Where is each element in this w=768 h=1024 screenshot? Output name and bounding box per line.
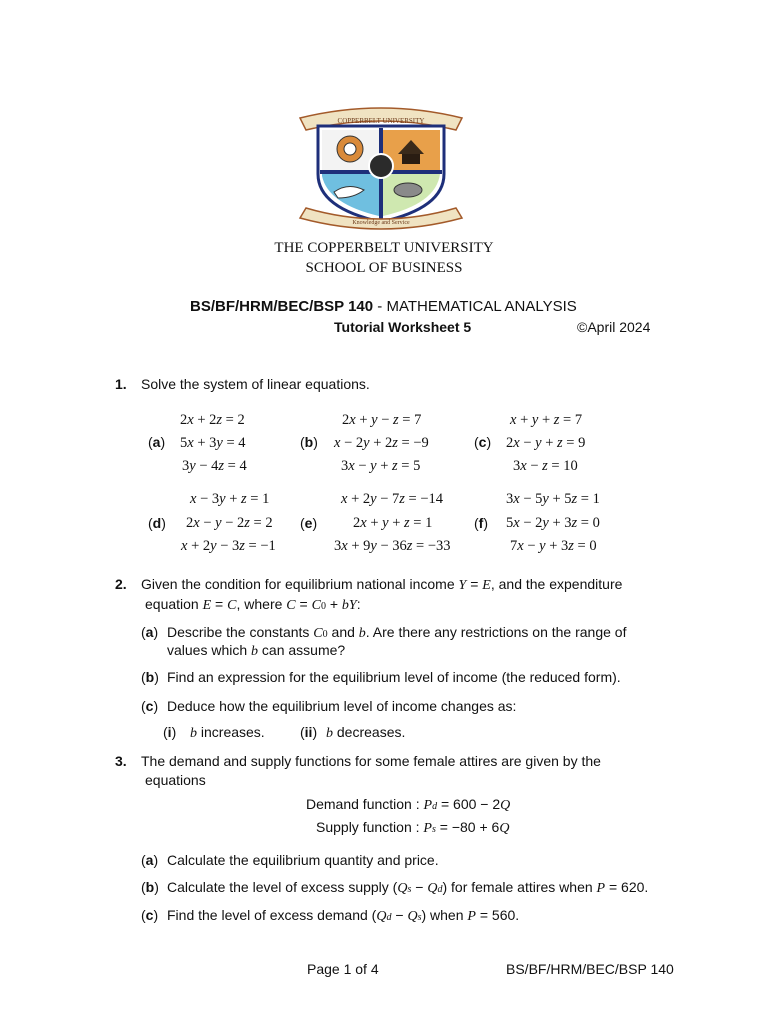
q1b-label: (b) — [300, 434, 318, 450]
q1c-eq-2: 2x − y + z = 9 — [506, 435, 586, 451]
q2ci-text: b increases. — [190, 724, 265, 741]
logo-banner-bottom-text: Knowledge and Service — [352, 220, 410, 226]
q1d-eq-1: x − 3y + z = 1 — [190, 491, 270, 507]
logo-banner-top-text: COPPERBELT UNIVERSITY — [337, 117, 425, 125]
q2a-label: (a) — [141, 624, 159, 640]
q2a-text-line1: Describe the constants C0 and b. Are there any restrictions on the range of — [167, 624, 627, 641]
course-separator: - — [373, 298, 387, 315]
q1b-eq-3: 3x − y + z = 5 — [341, 458, 421, 474]
q1f-eq-1: 3x − 5y + 5z = 1 — [506, 491, 600, 507]
q1d-eq-2: 2x − y − 2z = 2 — [186, 515, 273, 531]
q1f-eq-2: 5x − 2y + 3z = 0 — [506, 515, 600, 531]
footer-course-code: BS/BF/HRM/BEC/BSP 140 — [506, 961, 674, 977]
q2c-text: Deduce how the equilibrium level of income changes as: — [167, 698, 517, 714]
q1c-eq-1: x + y + z = 7 — [510, 412, 583, 428]
q1b-eq-1: 2x + y − z = 7 — [342, 412, 422, 428]
q1f-label: (f) — [474, 515, 489, 531]
q3-number: 3. — [115, 753, 127, 769]
q1a-eq-1: 2x + 2z = 2 — [180, 412, 245, 428]
course-name: MATHEMATICAL ANALYSIS — [386, 298, 577, 315]
q1-text: Solve the system of linear equations. — [141, 376, 370, 392]
q1c-eq-3: 3x − z = 10 — [513, 458, 578, 474]
q3-supply-function: Supply function : Ps = −80 + 6Q — [316, 819, 510, 836]
q2-number: 2. — [115, 576, 127, 592]
q2cii-text: b decreases. — [326, 724, 406, 741]
q2-intro-line2: equation E = C, where C = C0 + bY: — [145, 596, 361, 613]
worksheet-title: Tutorial Worksheet 5 — [334, 319, 472, 335]
university-name: THE COPPERBELT UNIVERSITY — [274, 240, 494, 256]
q1e-eq-1: x + 2y − 7z = −14 — [341, 491, 444, 507]
footer-page-number: Page 1 of 4 — [307, 961, 379, 977]
school-name: SCHOOL OF BUSINESS — [305, 260, 463, 276]
q2b-text: Find an expression for the equilibrium level of income (the reduced form). — [167, 669, 621, 685]
q1c-label: (c) — [474, 434, 492, 450]
course-code: BS/BF/HRM/BEC/BSP 140 — [190, 298, 374, 315]
q2-intro-line1: Given the condition for equilibrium national income Y = E, and the expenditure — [141, 576, 623, 593]
q1a-eq-3: 3y − 4z = 4 — [182, 458, 247, 474]
q1a-label: (a) — [148, 434, 166, 450]
q2c-label: (c) — [141, 698, 159, 714]
q2ci-label: (i) — [163, 724, 177, 740]
university-crest-logo — [298, 104, 464, 230]
q1-number: 1. — [115, 376, 127, 392]
q1b-eq-2: x − 2y + 2z = −9 — [334, 435, 429, 451]
q3a-label: (a) — [141, 852, 159, 868]
q1f-eq-3: 7x − y + 3z = 0 — [510, 538, 597, 554]
q1e-eq-2: 2x + y + z = 1 — [353, 515, 433, 531]
q3b-text: Calculate the level of excess supply (Qs − Qd) for female attires when P = 620. — [167, 879, 649, 896]
q3-intro-line2: equations — [145, 772, 206, 788]
q3c-text: Find the level of excess demand (Qd − Qs) when P = 560. — [167, 907, 520, 924]
worksheet-date: ©April 2024 — [577, 319, 651, 335]
q1e-label: (e) — [300, 515, 318, 531]
q3b-label: (b) — [141, 879, 159, 895]
q1d-eq-3: x + 2y − 3z = −1 — [181, 538, 276, 554]
q1e-eq-3: 3x + 9y − 36z = −33 — [334, 538, 451, 554]
q2b-label: (b) — [141, 669, 159, 685]
q3-demand-function: Demand function : Pd = 600 − 2Q — [306, 796, 511, 813]
q1d-label: (d) — [148, 515, 166, 531]
course-title — [190, 297, 577, 317]
q3c-label: (c) — [141, 907, 159, 923]
q3-intro-line1: The demand and supply functions for some female attires are given by the — [141, 753, 601, 769]
q2a-text-line2: values which b can assume? — [167, 642, 346, 659]
q2cii-label: (ii) — [300, 724, 318, 740]
q3a-text: Calculate the equilibrium quantity and price. — [167, 852, 439, 868]
q1a-eq-2: 5x + 3y = 4 — [180, 435, 246, 451]
